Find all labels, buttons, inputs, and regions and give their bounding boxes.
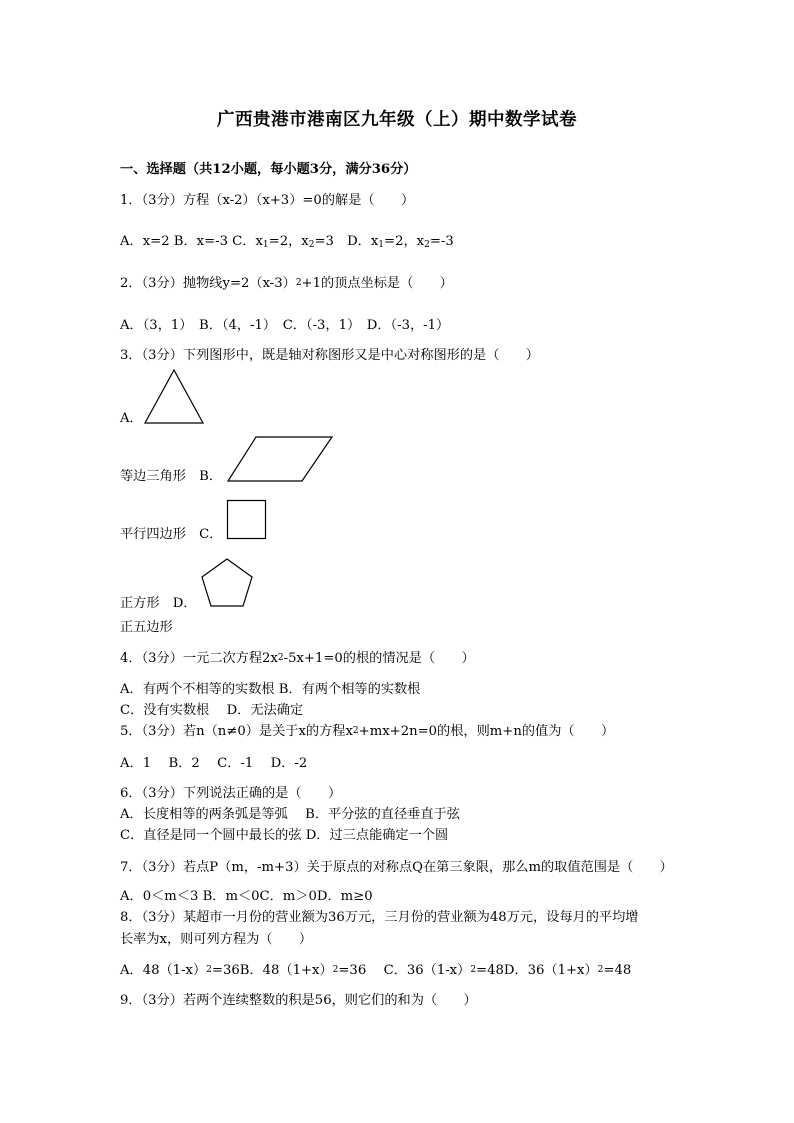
question-7-options: A．0＜m＜3 B．m＜0C．m＞0D．m≥0	[120, 889, 373, 904]
question-9-stem: 9．（3分）若两个连续整数的积是56，则它们的和为（ ）	[120, 993, 477, 1008]
question-2-stem: 2．（3分）抛物线$y=2(x-3)^2+1$的顶点坐标是（ ）	[120, 276, 453, 291]
question-5-options: A．1 B．2 C．-1 D．-2	[120, 756, 308, 771]
question-3-option-a-label: A．	[120, 411, 143, 426]
question-1-stem: 1．（3分）方程（x-2）（x+3）=0的解是（ ）	[120, 193, 415, 208]
question-5-stem: 5．（3分）若n（n≠0）是关于x的方程$x^2+mx+2n=0$的根，则m+n的值为（ ）	[120, 724, 615, 739]
question-3-caption-d: 正五边形	[120, 620, 173, 635]
question-3-stem: 3．（3分）下列图形中，既是轴对称图形又是中心对称图形的是（ ）	[120, 348, 539, 363]
question-8-options: A．$48(1-x)^2=36B$．$48(1+x)^2=36$ C．$36(1-x)^2=48D$．$36(1+x)^2=48$	[120, 963, 632, 978]
equilateral-triangle-figure	[143, 368, 205, 426]
question-1-options: A．x=2 B．x=-3 C．$x_1=2$，$x_2=3$ D．$x_1=2$，$x_2=-3$	[120, 234, 454, 250]
question-4-options-ab: A．有两个不相等的实数根 B．有两个相等的实数根	[120, 682, 421, 697]
question-2-options: A．（3，1） B．（4，-1） C．（-3，1） D．（-3，-1）	[120, 318, 450, 333]
question-6-options-ab: A．长度相等的两条弧是等弧 B．平分弦的直径垂直于弦	[120, 807, 460, 822]
page-title: 广西贵港市港南区九年级（上）期中数学试卷	[217, 110, 577, 130]
question-6-stem: 6．（3分）下列说法正确的是（ ）	[120, 786, 342, 801]
question-3-caption-c-option-d: 正方形 D．	[120, 596, 197, 611]
question-3-caption-b-option-c: 平行四边形 C．	[120, 527, 223, 542]
question-6-options-cd: C．直径是同一个圆中最长的弦 D．过三点能确定一个圆	[120, 828, 449, 843]
question-8-stem-line-2: 长率为x，则可列方程为（ ）	[120, 932, 313, 947]
question-7-stem: 7．（3分）若点P（m，-m+3）关于原点的对称点Q在第三象限，那么m的取值范围是（ ）	[120, 860, 673, 875]
question-4-options-cd: C．没有实数根 D．无法确定	[120, 703, 304, 718]
parallelogram-figure	[226, 435, 334, 483]
question-4-stem: 4．（3分）一元二次方程$2x^2-5x+1=0$的根的情况是（ ）	[120, 651, 475, 666]
regular-pentagon-figure	[199, 557, 255, 609]
section-heading: 一、选择题（共12小题，每小题3分，满分36分）	[120, 162, 417, 177]
question-3-caption-a-option-b: 等边三角形 B．	[120, 469, 223, 484]
question-8-stem-line-1: 8．（3分）某超市一月份的营业额为36万元，三月份的营业额为48万元，设每月的平均增	[120, 910, 639, 925]
square-figure	[226, 499, 268, 541]
